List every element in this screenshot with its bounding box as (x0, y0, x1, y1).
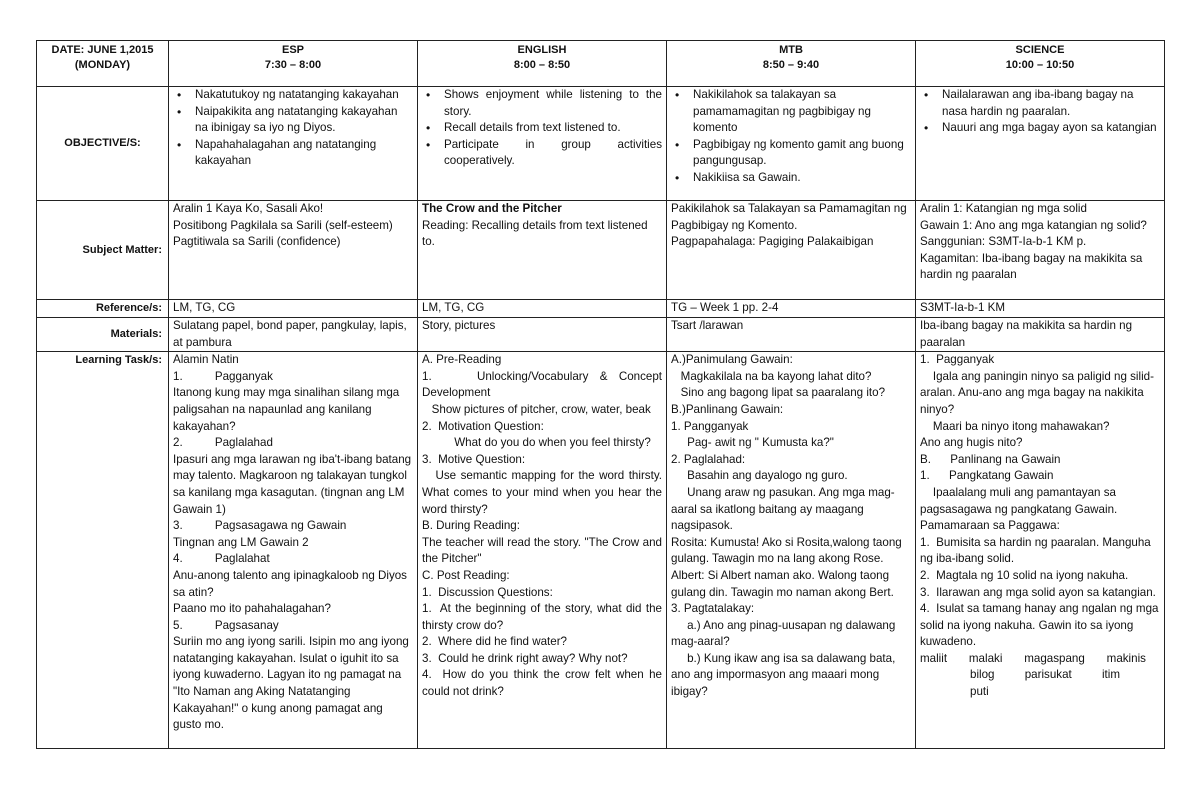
text-line: Ipasuri ang mga larawan ng iba't-ibang batang may talento. Magkaroon ng talakayan tungkol sa kanilang mga kasagutan. (tingnan ang LM Gawain 1) (173, 452, 415, 516)
text-line: 2. Where did he find water? (422, 635, 568, 649)
objective-text: Naipakikita ang natatanging kakayahan na ibinigay sa iyo ng Diyos. (195, 104, 398, 135)
text-line: 3. Could he drink right away? Why not? (422, 651, 628, 665)
text-line: Reading: Recalling details from text listened to. (422, 218, 651, 249)
text-line: Tingnan ang LM Gawain 2 (173, 535, 309, 549)
subject-time: 8:00 – 8:50 (513, 59, 571, 71)
text-line: 1. Pangkatang Gawain (920, 469, 1054, 483)
text-line: Aralin 1 Kaya Ko, Sasali Ako! (173, 202, 324, 215)
text-line: Alamin Natin (173, 353, 239, 367)
bullet-icon: • (924, 121, 929, 136)
objectives-label: OBJECTIVE/S: (37, 87, 169, 201)
text-line: What do you do when you feel thirsty? (422, 436, 651, 450)
solid-words-row-1 (920, 651, 1160, 668)
text-line: 3. Ilarawan ang mga solid ayon sa katangian. (920, 585, 1156, 599)
text-line: Itanong kung may mga sinalihan silang mga paligsahan na napaunlad ang kanilang kakayahan? (173, 386, 403, 433)
materials-science: Iba-ibang bagay na makikita sa hardin ng paaralan (916, 318, 1165, 352)
objective-text: Pagbibigay ng komento gamit ang buong pangungusap. (693, 137, 904, 168)
text-line: 4. Isulat sa tamang hanay ang ngalan ng mga solid na iyong nakuha. Gawin ito sa iyong kuwadeno. (920, 602, 1162, 649)
objective-item (177, 137, 413, 170)
learning-tasks-row (37, 352, 1165, 749)
subject-matter-english (418, 201, 667, 300)
date-label: DATE: JUNE 1,2015 (51, 44, 154, 56)
learning-tasks-label: Learning Task/s: (37, 352, 169, 749)
solid-word: malaki (968, 651, 1003, 665)
learning-tasks-esp (169, 352, 418, 749)
bullet-icon: • (177, 88, 182, 102)
materials-mtb: Tsart /larawan (667, 318, 916, 352)
objective-item (924, 120, 1160, 137)
learning-tasks-mtb (667, 352, 916, 749)
text-line: C. Post Reading: (422, 568, 510, 582)
references-label: Reference/s: (37, 300, 169, 318)
header-row (37, 41, 1165, 87)
subject-header-esp (169, 41, 418, 87)
objective-text: Shows enjoyment while listening to the story. (444, 88, 662, 118)
text-line: 1. Unlocking/Vocabulary & Concept Development (422, 369, 666, 400)
solid-word: makinis (1106, 651, 1146, 665)
text-line: Sino ang bagong lipat sa paaralang ito? (671, 386, 886, 400)
text-line: Pagtitiwala sa Sarili (confidence) (173, 235, 341, 249)
subject-matter-esp (169, 201, 418, 300)
objectives-esp (169, 87, 418, 201)
text-line: 4. Paglalahat (173, 552, 270, 566)
subject-header-english (418, 41, 667, 87)
text-line: Basahin ang dayalogo ng guro. (671, 469, 848, 483)
objective-item (177, 87, 413, 104)
text-line: Use semantic mapping for the word thirsty. What comes to your mind when you hear the word thirsty? (422, 469, 666, 516)
text-line: Ipaalalang muli ang pamantayan sa pagsasagawa ng pangkatang Gawain. (920, 485, 1120, 516)
solid-word: parisukat (1024, 668, 1072, 682)
text-line: Rosita: Kumusta! Ako si Rosita,walong taong gulang. Tawagin mo na lang akong Rose. (671, 535, 905, 566)
text-line: 5. Pagsasanay (173, 618, 279, 632)
objective-text: Nauuri ang mga bagay ayon sa katangian (942, 121, 1157, 135)
text-line: a.) Ano ang pinag-uusapan ng dalawang mag-aaral? (671, 618, 899, 649)
text-line: 1. Pangganyak (671, 419, 749, 433)
subject-time: 8:50 – 9:40 (762, 59, 820, 71)
objectives-english (418, 87, 667, 201)
text-line: Unang araw ng pasukan. Ang mga mag-aaral sa ikatlong baitang ay maagang nagsipasok. (671, 485, 895, 533)
text-line: Pagpapahalaga: Pagiging Palakaibigan (671, 235, 874, 249)
text-line: 2. Motivation Question: (422, 419, 544, 433)
subject-time: 7:30 – 8:00 (264, 59, 322, 71)
bullet-icon: • (177, 137, 182, 152)
subject-matter-mtb (667, 201, 916, 300)
references-english: LM, TG, CG (418, 300, 667, 318)
text-line: 1. Pagganyak (173, 369, 273, 383)
text-line: 1. At the beginning of the story, what did the thirsty crow do? (422, 602, 666, 632)
text-line: Kagamitan: Iba-ibang bagay na makikita sa hardin ng paaralan (920, 251, 1146, 282)
solid-word: puti (970, 685, 989, 699)
subject-name: MTB (779, 44, 803, 56)
text-line: 3. Pagtatalakay: (671, 602, 755, 616)
learning-tasks-science (916, 352, 1165, 749)
text-line: Suriin mo ang iyong sarili. Isipin mo ang iyong natatanging kakayahan. Isulat o iguhit ito sa iyong kuwaderno. Lagyan ito ng pamagat na "Ito Naman ang Aking Natatanging Kakayahan!" o kung anong pamagat ang gusto mo. (173, 635, 413, 732)
solid-words-row-3 (920, 684, 1160, 701)
solid-words-row-2 (920, 667, 1160, 684)
subject-matter-label: Subject Matter: (37, 201, 169, 300)
text-line: A.)Panimulang Gawain: (671, 353, 793, 367)
objectives-science (916, 87, 1165, 201)
references-row (37, 300, 1165, 318)
references-mtb: TG – Week 1 pp. 2-4 (667, 300, 916, 318)
objective-text: Nakikiisa sa Gawain. (693, 170, 801, 184)
objective-item (675, 137, 911, 170)
date-cell (37, 41, 169, 87)
subject-matter-science (916, 201, 1165, 300)
objective-item (177, 104, 413, 137)
subject-time: 10:00 – 10:50 (1005, 59, 1075, 71)
text-line: 4. How do you think the crow felt when he could not drink? (422, 668, 666, 699)
text-line: Paano mo ito pahahalagahan? (173, 602, 331, 616)
text-line: Ano ang hugis nito? (920, 436, 1023, 450)
text-line: B. Panlinang na Gawain (920, 452, 1061, 466)
objective-item (426, 120, 662, 137)
subject-header-mtb (667, 41, 916, 87)
text-line: 2. Paglalahad: (671, 452, 746, 466)
subject-name: ENGLISH (517, 44, 567, 56)
solid-word: magaspang (1024, 651, 1085, 665)
text-line: Magkakilala na ba kayong lahat dito? (671, 369, 872, 383)
bullet-icon: • (426, 88, 431, 102)
objective-text: Nakikilahok sa talakayan sa pamamamagitan ng pagbibigay ng komento (693, 88, 871, 135)
text-line: 1. Discussion Questions: (422, 585, 553, 599)
text-line: Pag- awit ng " Kumusta ka?" (671, 436, 834, 450)
bullet-icon: • (675, 170, 680, 185)
objectives-row (37, 87, 1165, 201)
story-title: The Crow and the Pitcher (422, 202, 562, 215)
objective-text: Napahahalagahan ang natatanging kakayahan (195, 137, 377, 168)
text-line: Anu-anong talento ang ipinagkaloob ng Diyos sa atin? (173, 568, 411, 599)
text-line: 1. Bumisita sa hardin ng paaralan. Manguha ng iba-ibang solid. (920, 535, 1154, 566)
text-line: 1. Pagganyak (920, 353, 995, 367)
text-line: 3. Motive Question: (422, 452, 526, 466)
text-line: 2. Paglalahad (173, 436, 273, 450)
text-line: Positibong Pagkilala sa Sarili (self-esteem) (173, 218, 393, 232)
text-line: Show pictures of pitcher, crow, water, beak (422, 402, 651, 416)
text-line: 3. Pagsasagawa ng Gawain (173, 519, 347, 533)
solid-word: maliit (920, 651, 948, 665)
objective-text: Recall details from text listened to. (444, 121, 621, 135)
text-line: b.) Kung ikaw ang isa sa dalawang bata, ano ang impormasyon ang maaari mong ibigay? (671, 651, 899, 699)
objective-item (426, 87, 662, 120)
text-line: Albert: Si Albert naman ako. Walong taong gulang din. Tawagin mo naman akong Bert. (671, 568, 894, 599)
materials-esp: Sulatang papel, bond paper, pangkulay, lapis, at pambura (169, 318, 418, 352)
text-line: A. Pre-Reading (422, 353, 502, 367)
bullet-icon: • (675, 137, 680, 152)
text-line: Pamamaraan sa Paggawa: (920, 519, 1060, 533)
lesson-plan-table (36, 40, 1165, 749)
text-line: Maari ba ninyo itong mahawakan? (920, 419, 1110, 433)
text-line: Igala ang paningin ninyo sa paligid ng silid-aralan. Anu-ano ang mga bagay na nakikita ninyo? (920, 369, 1154, 416)
learning-tasks-english (418, 352, 667, 749)
bullet-icon: • (177, 104, 182, 119)
objective-item (675, 170, 911, 187)
text-line: B.)Panlinang Gawain: (671, 402, 784, 416)
text-line: Pakikilahok sa Talakayan sa Pamamagitan ng Pagbibigay ng Komento. (671, 202, 910, 232)
objective-text: Participate in group activities cooperatively. (444, 137, 662, 168)
solid-word: bilog (970, 668, 995, 682)
references-science: S3MT-Ia-b-1 KM (916, 300, 1165, 318)
text-line: Aralin 1: Katangian ng mga solid (920, 202, 1087, 215)
text-line: Sanggunian: S3MT-Ia-b-1 KM p. (920, 235, 1087, 249)
text-line: The teacher will read the story. "The Crow and the Pitcher" (422, 535, 666, 566)
bullet-icon: • (675, 88, 680, 102)
references-esp: LM, TG, CG (169, 300, 418, 318)
materials-label: Materials: (37, 318, 169, 352)
solid-word: itim (1101, 668, 1120, 682)
subject-header-science (916, 41, 1165, 87)
objective-item (426, 137, 662, 170)
objective-text: Nailalarawan ang iba-ibang bagay na nasa hardin ng paaralan. (942, 88, 1134, 118)
subject-matter-row (37, 201, 1165, 300)
text-line: Gawain 1: Ano ang mga katangian ng solid? (920, 218, 1147, 232)
bullet-icon: • (426, 137, 431, 152)
bullet-icon: • (426, 121, 431, 136)
objective-item (675, 87, 911, 137)
materials-english: Story, pictures (418, 318, 667, 352)
text-line: 2. Magtala ng 10 solid na iyong nakuha. (920, 568, 1129, 582)
bullet-icon: • (924, 88, 929, 102)
objective-text: Nakatutukoy ng natatanging kakayahan (195, 88, 399, 101)
subject-name: SCIENCE (1015, 44, 1065, 56)
materials-row (37, 318, 1165, 352)
text-line: B. During Reading: (422, 519, 520, 533)
subject-name: ESP (281, 44, 304, 56)
objective-item (924, 87, 1160, 120)
day-label: (MONDAY) (74, 59, 131, 71)
objectives-mtb (667, 87, 916, 201)
